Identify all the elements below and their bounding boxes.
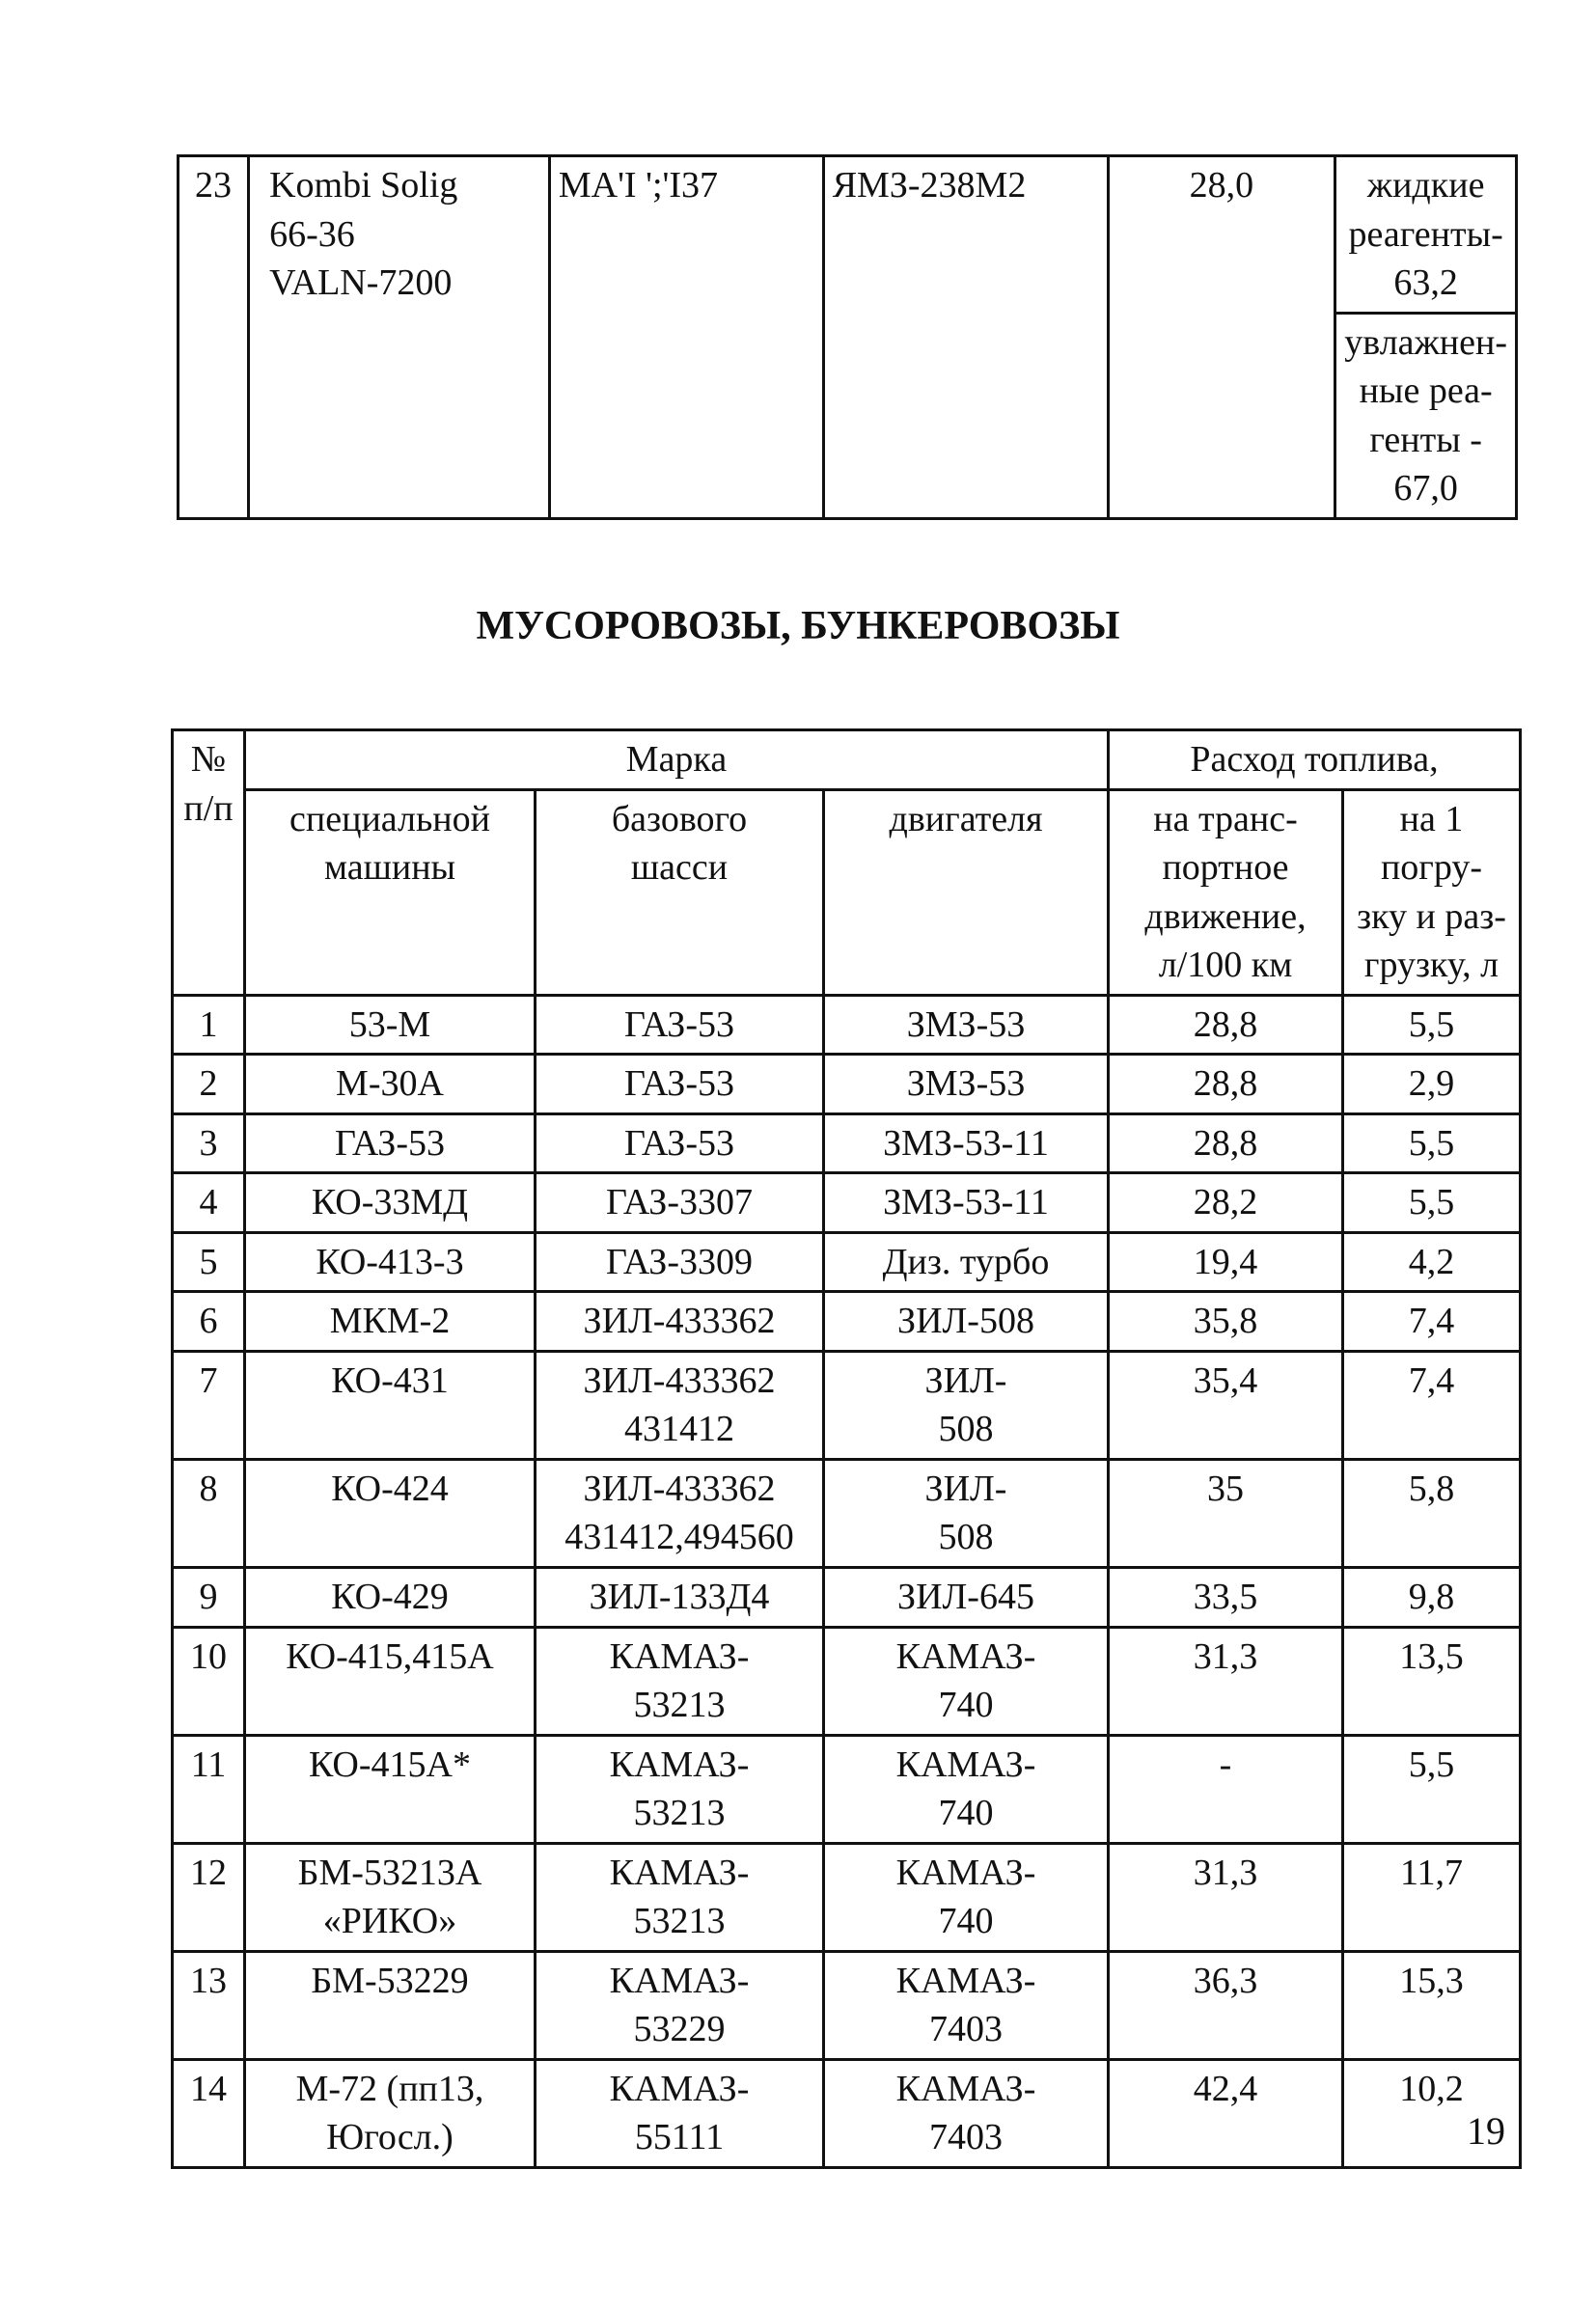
table-row [173,1567,1521,1627]
transport-cell: - [1109,1735,1343,1843]
table-row [173,1351,1521,1459]
load-cell: 7,4 [1343,1292,1521,1352]
engine-cell: ЗМЗ-53-11 [824,1173,1109,1233]
row-number: 9 [173,1567,245,1627]
load-cell: 5,5 [1343,995,1521,1055]
row-number: 7 [173,1351,245,1459]
chassis-cell: МА'I ';'I37 [549,156,823,519]
load-cell: 4,2 [1343,1232,1521,1292]
table-row [173,1843,1521,1951]
load-cell: 5,5 [1343,1173,1521,1233]
transport-cell: 31,3 [1109,1843,1343,1951]
reagent-wet-cell: увлажнен- ные реа- генты - 67,0 [1335,313,1517,518]
load-cell: 15,3 [1343,1951,1521,2059]
chassis-cell: ГАЗ-53 [536,995,824,1055]
row-number: 1 [173,995,245,1055]
engine-cell: ЗИЛ-645 [824,1567,1109,1627]
table-row [173,1173,1521,1233]
table-header-row [173,730,1521,790]
machine-cell: Kombi Solig 66-36 VALN-7200 [249,156,550,519]
chassis-cell: КАМАЗ- 53213 [536,1843,824,1951]
chassis-cell: ЗИЛ-133Д4 [536,1567,824,1627]
chassis-cell: ЗИЛ-433362 [536,1292,824,1352]
table-row [173,1627,1521,1735]
row-number: 6 [173,1292,245,1352]
transport-cell: 19,4 [1109,1232,1343,1292]
transport-cell: 42,4 [1109,2059,1343,2167]
continuation-table [177,154,1518,520]
load-cell: 5,5 [1343,1113,1521,1173]
transport-cell: 33,5 [1109,1567,1343,1627]
header-fuel: Расход топлива, [1109,730,1521,790]
row-number: 12 [173,1843,245,1951]
table-row [179,156,1517,314]
engine-cell: ЗМЗ-53 [824,995,1109,1055]
load-cell: 10,2 [1343,2059,1521,2167]
machine-cell: КО-415,415А [245,1627,536,1735]
table-row [173,2059,1521,2167]
machine-cell: КО-424 [245,1459,536,1567]
chassis-cell: КАМАЗ- 53213 [536,1627,824,1735]
engine-cell: КАМАЗ- 7403 [824,1951,1109,2059]
header-load: на 1 погру- зку и раз- грузку, л [1343,789,1521,995]
row-number: 23 [179,156,249,519]
machine-cell: ГАЗ-53 [245,1113,536,1173]
table-row [173,1735,1521,1843]
section-title: МУСОРОВОЗЫ, БУНКЕРОВОЗЫ [476,604,1120,648]
chassis-cell: ГАЗ-53 [536,1113,824,1173]
header-special-machine: специальной машины [245,789,536,995]
load-cell: 9,8 [1343,1567,1521,1627]
row-number: 13 [173,1951,245,2059]
row-number: 11 [173,1735,245,1843]
engine-cell: Диз. турбо [824,1232,1109,1292]
transport-cell: 28,2 [1109,1173,1343,1233]
engine-cell: КАМАЗ- 740 [824,1627,1109,1735]
load-cell: 5,5 [1343,1735,1521,1843]
machine-cell: М-72 (пп13, Югосл.) [245,2059,536,2167]
reagent-liquid-cell: жидкие реагенты- 63,2 [1335,156,1517,314]
machine-cell: БМ-53229 [245,1951,536,2059]
header-base-chassis: базового шасси [536,789,824,995]
machine-cell: КО-33МД [245,1173,536,1233]
row-number: 4 [173,1173,245,1233]
transport-cell: 35 [1109,1459,1343,1567]
page-number: 19 [1467,2109,1505,2153]
table-row [173,995,1521,1055]
garbage-trucks-table [171,728,1522,2169]
table-row [173,1951,1521,2059]
transport-cell: 36,3 [1109,1951,1343,2059]
transport-cell: 35,4 [1109,1351,1343,1459]
engine-cell: ЗИЛ- 508 [824,1351,1109,1459]
row-number: 3 [173,1113,245,1173]
header-brand: Марка [245,730,1109,790]
transport-cell: 28,0 [1108,156,1335,519]
load-cell: 2,9 [1343,1055,1521,1114]
chassis-cell: ГАЗ-3307 [536,1173,824,1233]
transport-cell: 28,8 [1109,995,1343,1055]
header-number: № п/п [173,730,245,996]
transport-cell: 35,8 [1109,1292,1343,1352]
table-row [173,1055,1521,1114]
table-row [173,1113,1521,1173]
machine-cell: КО-415А* [245,1735,536,1843]
chassis-cell: ГАЗ-53 [536,1055,824,1114]
row-number: 5 [173,1232,245,1292]
machine-cell: 53-М [245,995,536,1055]
chassis-cell: КАМАЗ- 53213 [536,1735,824,1843]
engine-cell: КАМАЗ- 7403 [824,2059,1109,2167]
engine-cell: ЗМЗ-53 [824,1055,1109,1114]
table-row [173,1459,1521,1567]
machine-cell: КО-431 [245,1351,536,1459]
engine-cell: ЗИЛ- 508 [824,1459,1109,1567]
row-number: 2 [173,1055,245,1114]
chassis-cell: КАМАЗ- 53229 [536,1951,824,2059]
header-transport: на транс- портное движение, л/100 км [1109,789,1343,995]
load-cell: 5,8 [1343,1459,1521,1567]
table-row [173,1292,1521,1352]
chassis-cell: ГАЗ-3309 [536,1232,824,1292]
machine-cell: М-30А [245,1055,536,1114]
row-number: 10 [173,1627,245,1735]
engine-cell: ЗИЛ-508 [824,1292,1109,1352]
engine-cell: ЗМЗ-53-11 [824,1113,1109,1173]
chassis-cell: ЗИЛ-433362 431412,494560 [536,1459,824,1567]
engine-cell: ЯМЗ-238М2 [823,156,1108,519]
load-cell: 13,5 [1343,1627,1521,1735]
machine-cell: КО-413-3 [245,1232,536,1292]
machine-cell: КО-429 [245,1567,536,1627]
transport-cell: 28,8 [1109,1113,1343,1173]
engine-cell: КАМАЗ- 740 [824,1843,1109,1951]
chassis-cell: КАМАЗ- 55111 [536,2059,824,2167]
row-number: 8 [173,1459,245,1567]
machine-cell: МКМ-2 [245,1292,536,1352]
load-cell: 11,7 [1343,1843,1521,1951]
header-engine: двигателя [824,789,1109,995]
transport-cell: 28,8 [1109,1055,1343,1114]
machine-cell: БМ-53213А «РИКО» [245,1843,536,1951]
load-cell: 7,4 [1343,1351,1521,1459]
table-row [173,1232,1521,1292]
chassis-cell: ЗИЛ-433362 431412 [536,1351,824,1459]
table-subheader-row [173,789,1521,995]
transport-cell: 31,3 [1109,1627,1343,1735]
engine-cell: КАМАЗ- 740 [824,1735,1109,1843]
row-number: 14 [173,2059,245,2167]
